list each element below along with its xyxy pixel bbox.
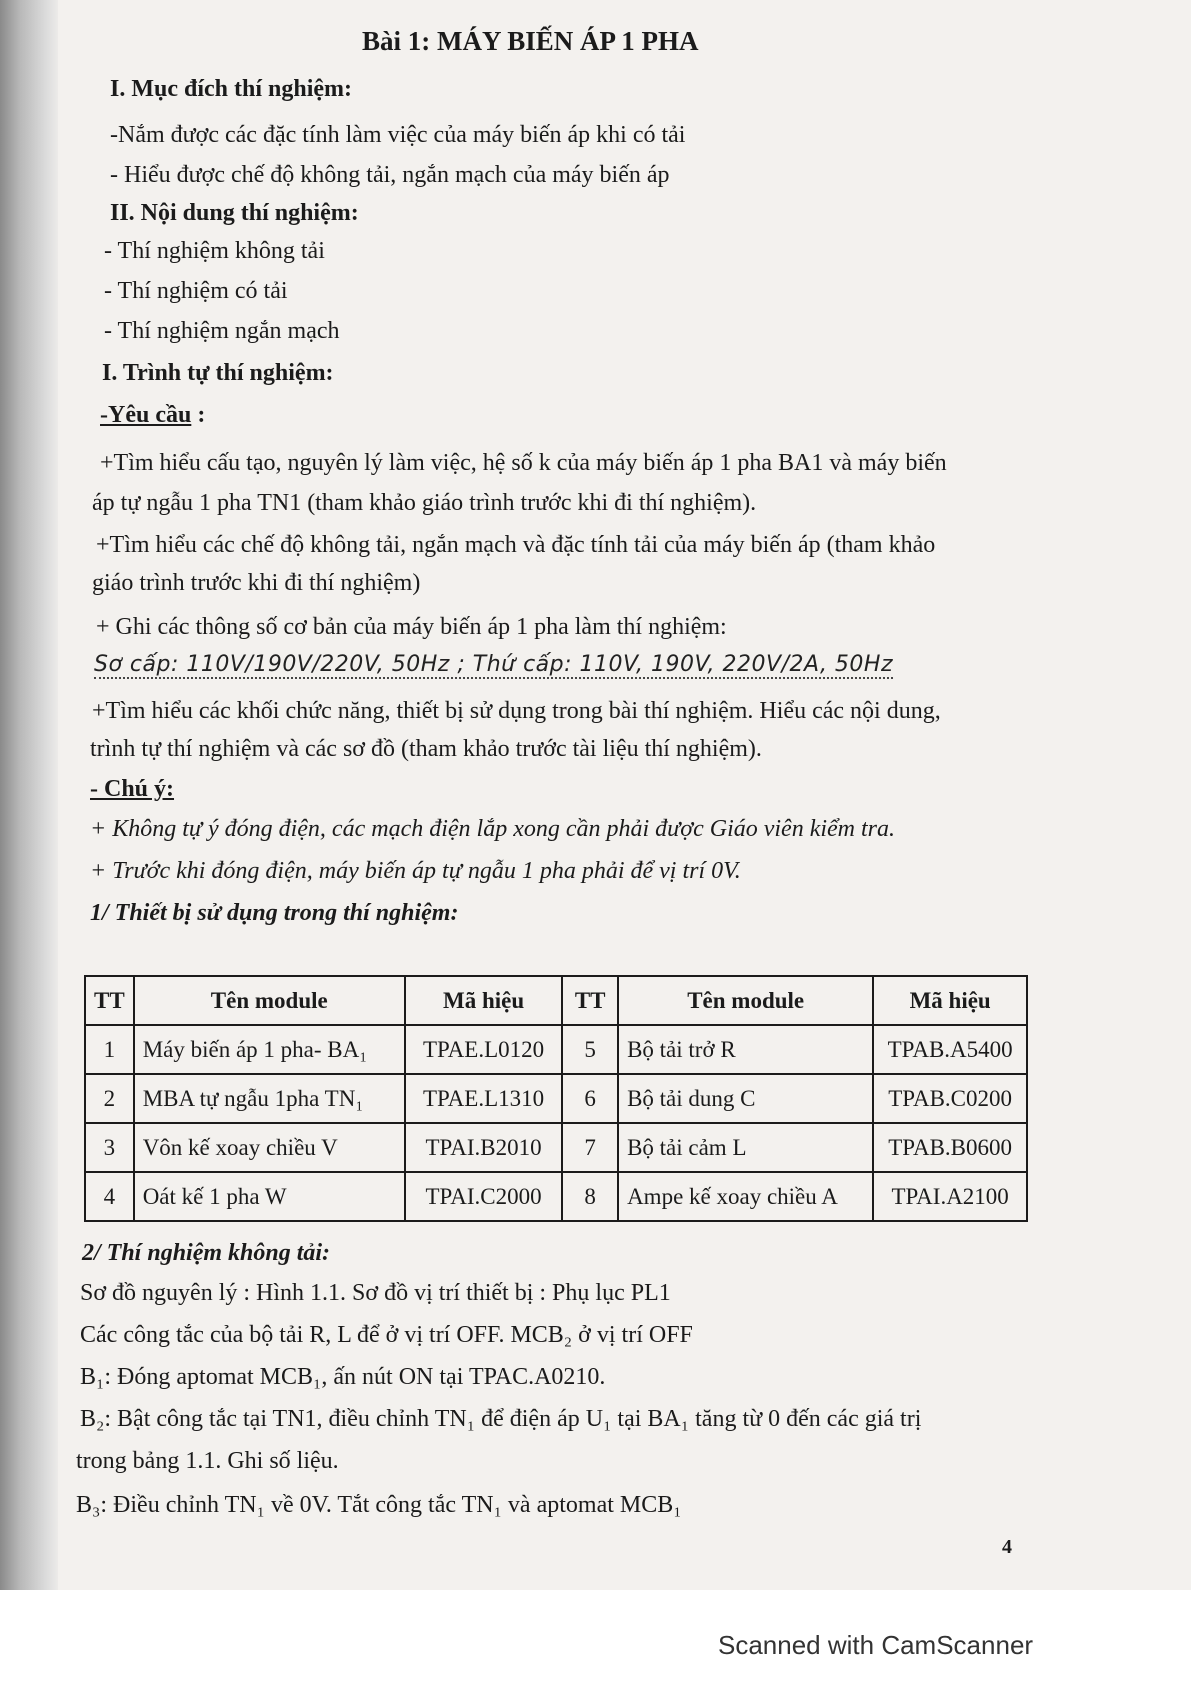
section-procedure-heading: I. Trình tự thí nghiệm: — [102, 360, 334, 386]
table-cell: 4 — [85, 1172, 134, 1221]
no-load-step-b2-line-2: trong bảng 1.1. Ghi số liệu. — [76, 1448, 339, 1474]
requirements-label: -Yêu cầu : — [100, 402, 206, 428]
no-load-step-b1: B₁: Đóng aptomat MCB₁, ấn nút ON tại TPAC.A0210. — [80, 1364, 606, 1390]
table-cell: 3 — [85, 1123, 134, 1172]
no-load-step-b3: B₃: Điều chỉnh TN₁ về 0V. Tắt công tắc TN₁ và aptomat MCB₁ — [76, 1492, 682, 1518]
page-title: Bài 1: MÁY BIẾN ÁP 1 PHA — [362, 26, 699, 56]
purpose-item-2: - Hiểu được chế độ không tải, ngắn mạch của máy biến áp — [110, 162, 670, 188]
table-cell: 2 — [85, 1074, 134, 1123]
table-cell: Oát kế 1 pha W — [134, 1172, 405, 1221]
note-label: - Chú ý: — [90, 776, 175, 802]
table-header: TT — [562, 976, 618, 1025]
book-spine-shadow — [0, 0, 58, 1590]
table-cell: MBA tự ngẫu 1pha TN₁ — [134, 1074, 405, 1123]
table-cell: 6 — [562, 1074, 618, 1123]
table-cell: TPAB.C0200 — [873, 1074, 1027, 1123]
table-header: Tên module — [134, 976, 405, 1025]
content-item-2: - Thí nghiệm có tải — [104, 278, 288, 304]
table-cell: 7 — [562, 1123, 618, 1172]
requirement-4-line-1: +Tìm hiểu các khối chức năng, thiết bị sử dụng trong bài thí nghiệm. Hiểu các nội dung, — [92, 698, 941, 724]
table-row — [85, 1123, 1027, 1172]
requirement-4-line-2: trình tự thí nghiệm và các sơ đồ (tham khảo trước tài liệu thí nghiệm). — [90, 736, 762, 762]
content-item-1: - Thí nghiệm không tải — [104, 238, 325, 264]
table-cell: Vôn kế xoay chiều V — [134, 1123, 405, 1172]
table-cell: TPAI.B2010 — [405, 1123, 562, 1172]
equipment-heading: 1/ Thiết bị sử dụng trong thí nghiệm: — [90, 900, 459, 926]
note-item-1: + Không tự ý đóng điện, các mạch điện lắp xong cần phải được Giáo viên kiểm tra. — [90, 816, 896, 842]
table-cell: TPAE.L0120 — [405, 1025, 562, 1074]
table-cell: Bộ tải dung C — [618, 1074, 873, 1123]
table-cell: TPAE.L1310 — [405, 1074, 562, 1123]
table-row — [85, 1025, 1027, 1074]
no-load-test-heading: 2/ Thí nghiệm không tải: — [82, 1240, 331, 1266]
requirement-2-line-1: +Tìm hiểu các chế độ không tải, ngắn mạch và đặc tính tải của máy biến áp (tham khảo — [96, 532, 936, 558]
content-item-3: - Thí nghiệm ngắn mạch — [104, 318, 340, 344]
table-cell: TPAB.A5400 — [873, 1025, 1027, 1074]
table-header-row — [85, 976, 1027, 1025]
table-row — [85, 1172, 1027, 1221]
requirement-3: + Ghi các thông số cơ bản của máy biến áp 1 pha làm thí nghiệm: — [96, 614, 727, 640]
requirement-2-line-2: giáo trình trước khi đi thí nghiệm) — [92, 570, 421, 596]
table-header: Mã hiệu — [405, 976, 562, 1025]
table-cell: Máy biến áp 1 pha- BA₁ — [134, 1025, 405, 1074]
no-load-step-switches: Các công tắc của bộ tải R, L để ở vị trí OFF. MCB₂ ở vị trí OFF — [80, 1322, 693, 1348]
table-cell: 8 — [562, 1172, 618, 1221]
table-header: Mã hiệu — [873, 976, 1027, 1025]
handwritten-parameters: Sơ cấp: 110V/190V/220V, 50Hz ; Thứ cấp: 110V, 190V, 220V/2A, 50Hz — [94, 652, 894, 677]
table-cell: Bộ tải trở R — [618, 1025, 873, 1074]
equipment-table — [84, 975, 1028, 1222]
table-header: Tên module — [618, 976, 873, 1025]
table-cell: 1 — [85, 1025, 134, 1074]
table-cell: TPAI.C2000 — [405, 1172, 562, 1221]
table-row — [85, 1074, 1027, 1123]
table-cell: TPAB.B0600 — [873, 1123, 1027, 1172]
requirement-1-line-1: +Tìm hiểu cấu tạo, nguyên lý làm việc, hệ số k của máy biến áp 1 pha BA1 và máy biến — [100, 450, 947, 476]
camscanner-watermark: Scanned with CamScanner — [718, 1630, 1034, 1660]
table-cell: Ampe kế xoay chiều A — [618, 1172, 873, 1221]
table-cell: TPAI.A2100 — [873, 1172, 1027, 1221]
section-purpose-heading: I. Mục đích thí nghiệm: — [110, 76, 353, 102]
section-content-heading: II. Nội dung thí nghiệm: — [110, 200, 359, 226]
no-load-step-b2-line-1: B₂: Bật công tắc tại TN1, điều chỉnh TN₁ để điện áp U₁ tại BA₁ tăng từ 0 đến các giá trị — [80, 1406, 922, 1432]
table-header: TT — [85, 976, 134, 1025]
page-number: 4 — [1002, 1536, 1012, 1558]
note-item-2: + Trước khi đóng điện, máy biến áp tự ngẫu 1 pha phải để vị trí 0V. — [90, 858, 741, 884]
table-cell: Bộ tải cảm L — [618, 1123, 873, 1172]
no-load-step-diagram: Sơ đồ nguyên lý : Hình 1.1. Sơ đồ vị trí thiết bị : Phụ lục PL1 — [80, 1280, 671, 1306]
requirement-1-line-2: áp tự ngẫu 1 pha TN1 (tham khảo giáo trình trước khi đi thí nghiệm). — [92, 490, 757, 516]
purpose-item-1: -Nắm được các đặc tính làm việc của máy biến áp khi có tải — [110, 122, 686, 148]
table-cell: 5 — [562, 1025, 618, 1074]
